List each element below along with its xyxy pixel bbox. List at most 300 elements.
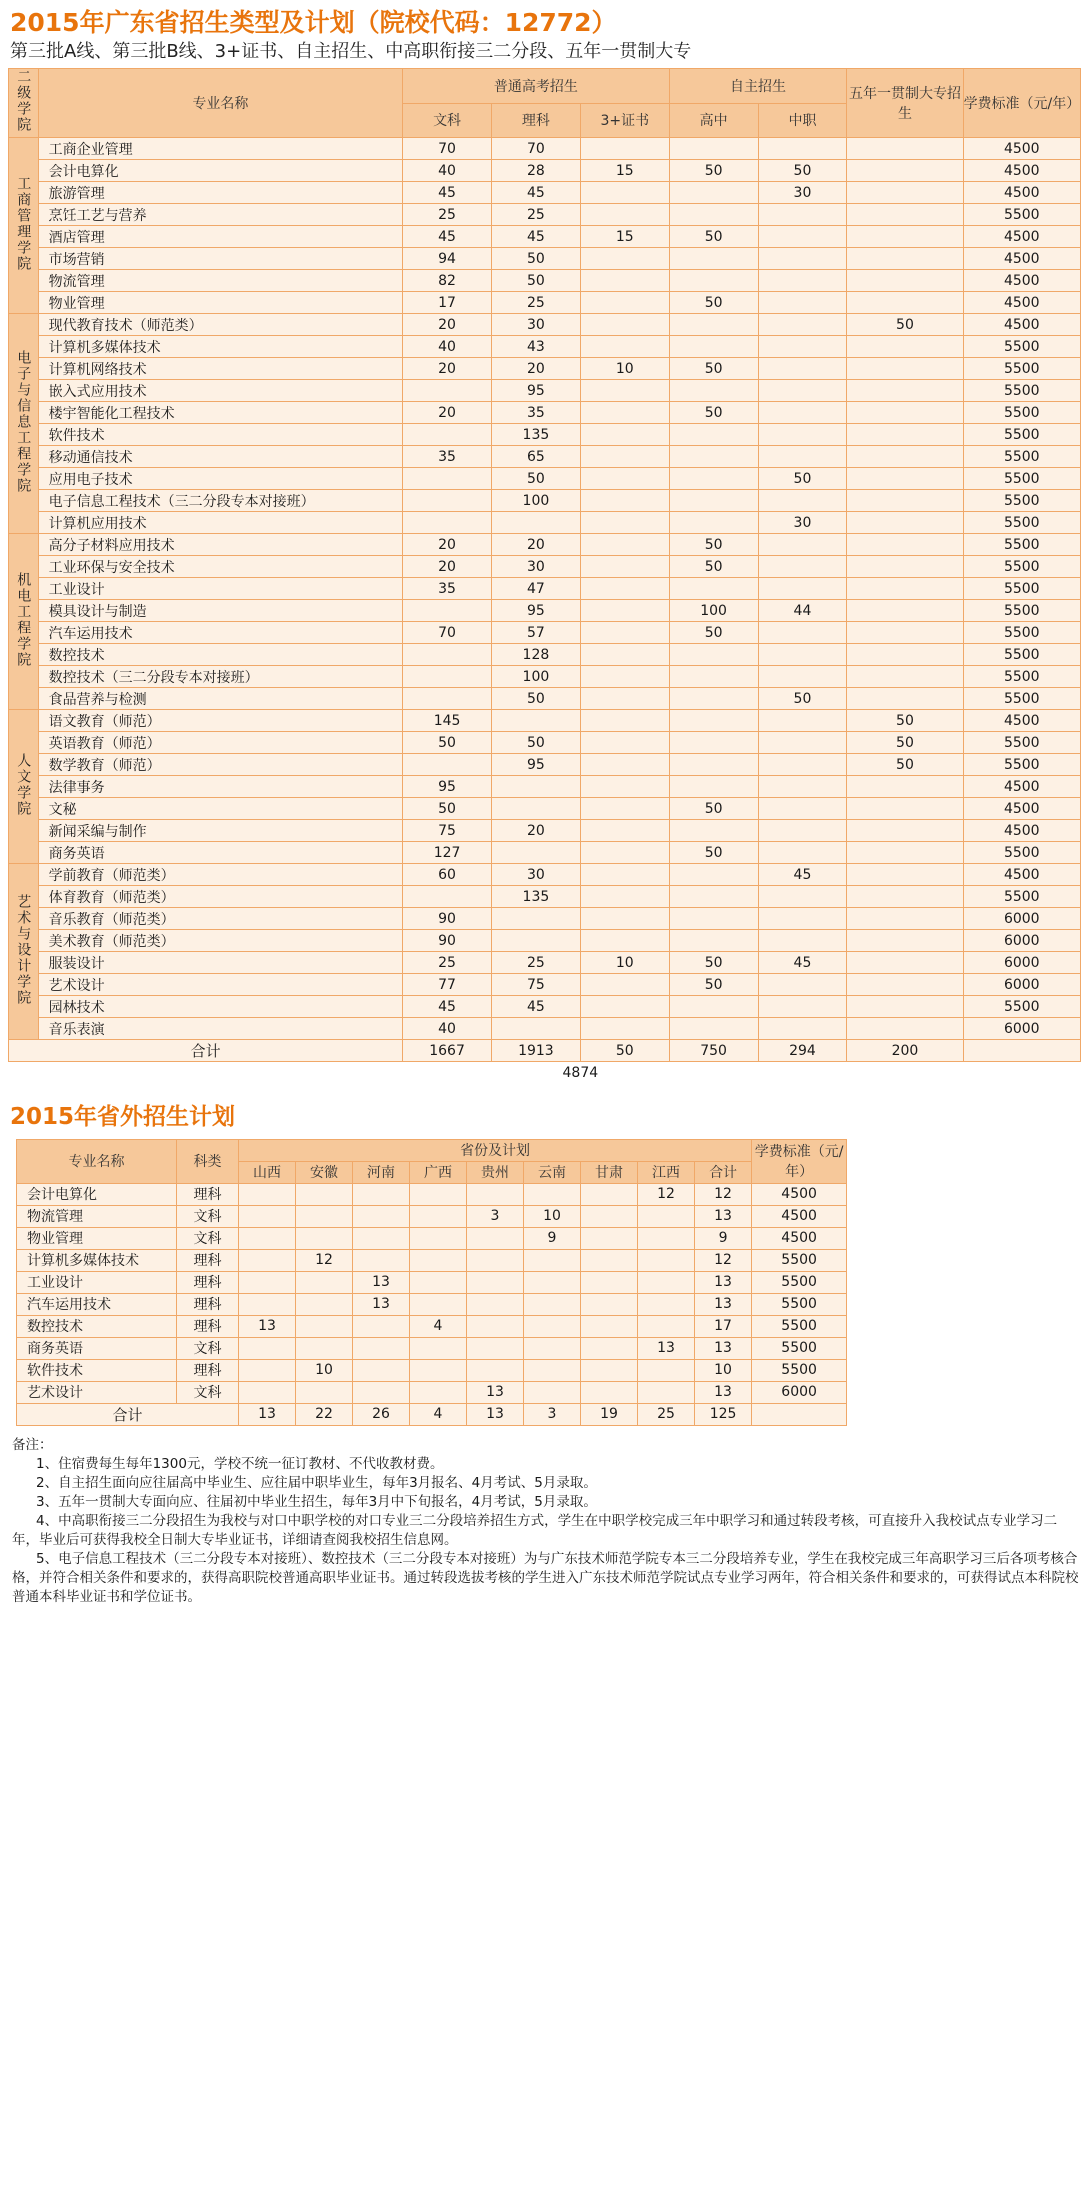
tuition-fee: 6000 [963, 952, 1080, 974]
province-plan-0 [239, 1249, 296, 1271]
plan-wunian [847, 864, 963, 886]
major-name: 艺术设计 [17, 1381, 177, 1403]
major-name: 数学教育（师范） [38, 754, 403, 776]
plan-wunian [847, 974, 963, 996]
plan-zhongzhi [758, 446, 847, 468]
plan-wenke: 90 [403, 930, 492, 952]
total-province-8: 125 [695, 1403, 752, 1425]
major-name: 物流管理 [38, 270, 403, 292]
plan-wunian [847, 578, 963, 600]
tuition-fee: 5500 [752, 1249, 847, 1271]
major-name: 工业环保与安全技术 [38, 556, 403, 578]
grandtotal-spacer-left [9, 1062, 492, 1084]
province-plan-5 [524, 1315, 581, 1337]
province-plan-5 [524, 1249, 581, 1271]
total-province-6: 19 [581, 1403, 638, 1425]
major-name: 商务英语 [38, 842, 403, 864]
major-name: 模具设计与制造 [38, 600, 403, 622]
plan-wenke: 45 [403, 226, 492, 248]
plan-wenke: 35 [403, 578, 492, 600]
plan-sanzheng [580, 490, 669, 512]
plan-gaozhong [669, 182, 758, 204]
plan-gaozhong [669, 688, 758, 710]
plan-gaozhong [669, 1018, 758, 1040]
plan-gaozhong [669, 820, 758, 842]
plan-zhongzhi [758, 490, 847, 512]
major-name: 计算机多媒体技术 [38, 336, 403, 358]
province-plan-4 [467, 1293, 524, 1315]
table2-head [17, 1139, 847, 1183]
province-plan-8: 17 [695, 1315, 752, 1337]
table-row [9, 556, 1081, 578]
province-plan-0 [239, 1293, 296, 1315]
subject-category: 文科 [177, 1381, 239, 1403]
major-name: 现代教育技术（师范类） [38, 314, 403, 336]
tuition-fee: 5500 [963, 336, 1080, 358]
subject-category: 文科 [177, 1337, 239, 1359]
table-row [9, 908, 1081, 930]
plan-gaozhong [669, 512, 758, 534]
tuition-fee: 6000 [963, 930, 1080, 952]
plan-zhongzhi: 44 [758, 600, 847, 622]
province-plan-2 [353, 1381, 410, 1403]
province-plan-7 [638, 1271, 695, 1293]
plan-sanzheng: 15 [580, 160, 669, 182]
province-plan-1 [296, 1293, 353, 1315]
province-plan-1 [296, 1205, 353, 1227]
plan-sanzheng [580, 600, 669, 622]
plan-wenke: 94 [403, 248, 492, 270]
plan-wenke: 45 [403, 996, 492, 1018]
plan-gaozhong [669, 468, 758, 490]
plan-sanzheng [580, 688, 669, 710]
province-plan-2: 13 [353, 1271, 410, 1293]
major-name: 音乐教育（师范类） [38, 908, 403, 930]
table-row [9, 952, 1081, 974]
table1-grandtotal-row [9, 1062, 1081, 1084]
college-name-cell [9, 864, 39, 1040]
table1-body [9, 138, 1081, 1084]
plan-wenke: 145 [403, 710, 492, 732]
province-plan-4 [467, 1183, 524, 1205]
province-plan-4 [467, 1337, 524, 1359]
table-row [17, 1293, 847, 1315]
tuition-fee: 5500 [963, 732, 1080, 754]
plan-like: 25 [491, 204, 580, 226]
page-subtitle: 第三批A线、第三批B线、3+证书、自主招生、中高职衔接三二分段、五年一贯制大专 [10, 41, 692, 62]
plan-zhongzhi: 50 [758, 688, 847, 710]
province-plan-4 [467, 1249, 524, 1271]
plan-wunian [847, 600, 963, 622]
subject-category: 文科 [177, 1227, 239, 1249]
plan-like: 43 [491, 336, 580, 358]
tuition-fee: 4500 [963, 864, 1080, 886]
major-name: 软件技术 [17, 1359, 177, 1381]
table1-total-row [9, 1040, 1081, 1062]
plan-wenke: 20 [403, 314, 492, 336]
major-name: 美术教育（师范类） [38, 930, 403, 952]
note-item-1: 1、住宿费每生每年1300元，学校不统一征订教材、不代收教材费。 [36, 1455, 444, 1472]
table-row [9, 666, 1081, 688]
plan-like [491, 710, 580, 732]
plan-gaozhong [669, 908, 758, 930]
plan-wenke: 50 [403, 732, 492, 754]
plan-wenke [403, 600, 492, 622]
province-plan-7 [638, 1293, 695, 1315]
major-name: 旅游管理 [38, 182, 403, 204]
plan-wenke: 40 [403, 1018, 492, 1040]
college-name-cell [9, 314, 39, 534]
province-plan-6 [581, 1337, 638, 1359]
header-wenke: 文科 [403, 103, 492, 138]
major-name: 应用电子技术 [38, 468, 403, 490]
plan-gaozhong: 50 [669, 798, 758, 820]
major-name: 电子信息工程技术（三二分段专本对接班） [38, 490, 403, 512]
table-row [9, 996, 1081, 1018]
table-row [17, 1381, 847, 1403]
plan-zhongzhi [758, 226, 847, 248]
plan-wenke: 20 [403, 556, 492, 578]
province-plan-3 [410, 1183, 467, 1205]
province-plan-1: 12 [296, 1249, 353, 1271]
tuition-fee: 5500 [963, 842, 1080, 864]
tuition-fee: 4500 [752, 1183, 847, 1205]
header2-province-0: 山西 [239, 1161, 296, 1183]
province-plan-1 [296, 1337, 353, 1359]
total-province-3: 4 [410, 1403, 467, 1425]
plan-gaozhong [669, 270, 758, 292]
table-row [9, 864, 1081, 886]
plan-wunian [847, 424, 963, 446]
tuition-fee: 5500 [963, 490, 1080, 512]
college-name-label: 工商管理学院 [15, 175, 32, 272]
tuition-fee: 5500 [963, 622, 1080, 644]
header2-major: 专业名称 [17, 1139, 177, 1183]
major-name: 语文教育（师范） [38, 710, 403, 732]
province-plan-3 [410, 1381, 467, 1403]
plan-wunian [847, 886, 963, 908]
plan-like: 95 [491, 380, 580, 402]
table-row [9, 974, 1081, 996]
table-row [9, 512, 1081, 534]
tuition-fee: 5500 [963, 886, 1080, 908]
header-like: 理科 [491, 103, 580, 138]
plan-gaozhong [669, 776, 758, 798]
plan-wenke [403, 380, 492, 402]
major-name: 新闻采编与制作 [38, 820, 403, 842]
major-name: 计算机网络技术 [38, 358, 403, 380]
total-zhongzhi: 294 [758, 1040, 847, 1062]
province-plan-8: 9 [695, 1227, 752, 1249]
total-sanzheng: 50 [580, 1040, 669, 1062]
plan-zhongzhi: 45 [758, 952, 847, 974]
table-row [9, 336, 1081, 358]
plan-wunian [847, 644, 963, 666]
plan-gaozhong [669, 754, 758, 776]
plan-wenke: 90 [403, 908, 492, 930]
plan-sanzheng [580, 512, 669, 534]
plan-like [491, 930, 580, 952]
header-gaozhong: 高中 [669, 103, 758, 138]
province-plan-5 [524, 1271, 581, 1293]
major-name: 工业设计 [38, 578, 403, 600]
plan-wunian: 50 [847, 754, 963, 776]
major-name: 数控技术（三二分段专本对接班） [38, 666, 403, 688]
plan-wunian [847, 556, 963, 578]
table-row [9, 798, 1081, 820]
plan-wenke [403, 468, 492, 490]
header-college [9, 69, 39, 138]
plan-wunian [847, 776, 963, 798]
plan-zhongzhi [758, 622, 847, 644]
college-name-label: 人文学院 [15, 752, 32, 817]
plan-wenke: 40 [403, 160, 492, 182]
plan-like: 35 [491, 402, 580, 424]
plan-like: 65 [491, 446, 580, 468]
plan-wenke [403, 688, 492, 710]
tuition-fee: 5500 [963, 754, 1080, 776]
college-name-label: 电子与信息工程学院 [15, 349, 32, 494]
subject-category: 理科 [177, 1359, 239, 1381]
province-plan-4 [467, 1227, 524, 1249]
tuition-fee: 5500 [752, 1315, 847, 1337]
plan-like: 100 [491, 666, 580, 688]
grand-total-value: 4874 [491, 1062, 669, 1084]
college-name-label: 机电工程学院 [15, 571, 32, 668]
plan-zhongzhi [758, 314, 847, 336]
plan-like: 45 [491, 996, 580, 1018]
plan-like [491, 1018, 580, 1040]
subject-category: 理科 [177, 1293, 239, 1315]
province-plan-8: 13 [695, 1271, 752, 1293]
table-row [17, 1249, 847, 1271]
province-plan-5: 9 [524, 1227, 581, 1249]
plan-zhongzhi [758, 820, 847, 842]
province-plan-5 [524, 1183, 581, 1205]
province-plan-0 [239, 1205, 296, 1227]
plan-wunian [847, 512, 963, 534]
tuition-fee: 4500 [963, 820, 1080, 842]
table-row [17, 1315, 847, 1337]
subject-category: 理科 [177, 1183, 239, 1205]
province-plan-7 [638, 1359, 695, 1381]
tuition-fee: 6000 [963, 1018, 1080, 1040]
tuition-fee: 6000 [963, 908, 1080, 930]
plan-zhongzhi [758, 908, 847, 930]
table-row [9, 820, 1081, 842]
province-plan-1 [296, 1271, 353, 1293]
plan-gaozhong [669, 886, 758, 908]
province-plan-2 [353, 1337, 410, 1359]
plan-wenke: 40 [403, 336, 492, 358]
table-row [9, 754, 1081, 776]
plan-gaozhong [669, 732, 758, 754]
header-group-wunian: 五年一贯制大专招生 [847, 69, 963, 138]
header-zhongzhi: 中职 [758, 103, 847, 138]
plan-gaozhong: 100 [669, 600, 758, 622]
province-plan-4 [467, 1359, 524, 1381]
plan-wenke: 35 [403, 446, 492, 468]
major-name: 物流管理 [17, 1205, 177, 1227]
province-plan-0: 13 [239, 1315, 296, 1337]
tuition-fee: 5500 [752, 1359, 847, 1381]
major-name: 法律事务 [38, 776, 403, 798]
tuition-fee: 4500 [963, 226, 1080, 248]
major-name: 软件技术 [38, 424, 403, 446]
tuition-fee: 5500 [752, 1293, 847, 1315]
major-name: 商务英语 [17, 1337, 177, 1359]
plan-zhongzhi [758, 556, 847, 578]
tuition-fee: 5500 [963, 666, 1080, 688]
tuition-fee: 5500 [752, 1271, 847, 1293]
plan-sanzheng [580, 578, 669, 600]
plan-zhongzhi [758, 776, 847, 798]
table-row [9, 688, 1081, 710]
major-name: 汽车运用技术 [38, 622, 403, 644]
total-label: 合计 [9, 1040, 403, 1062]
plan-zhongzhi [758, 270, 847, 292]
table-row [9, 490, 1081, 512]
plan-wunian [847, 358, 963, 380]
subject-category: 理科 [177, 1315, 239, 1337]
plan-like: 25 [491, 952, 580, 974]
plan-sanzheng [580, 1018, 669, 1040]
plan-gaozhong [669, 204, 758, 226]
province-plan-6 [581, 1293, 638, 1315]
plan-zhongzhi [758, 798, 847, 820]
table-row [9, 776, 1081, 798]
tuition-fee: 6000 [752, 1381, 847, 1403]
table-row [9, 204, 1081, 226]
major-name: 服装设计 [38, 952, 403, 974]
plan-gaozhong [669, 930, 758, 952]
province-plan-2 [353, 1315, 410, 1337]
province-plan-4: 13 [467, 1381, 524, 1403]
header2-province-6: 甘肃 [581, 1161, 638, 1183]
plan-like [491, 776, 580, 798]
plan-gaozhong [669, 644, 758, 666]
plan-wenke [403, 512, 492, 534]
plan-like: 50 [491, 688, 580, 710]
province-plan-7 [638, 1381, 695, 1403]
table-row [9, 622, 1081, 644]
plan-zhongzhi [758, 996, 847, 1018]
province-plan-4 [467, 1315, 524, 1337]
plan-like: 30 [491, 556, 580, 578]
province-plan-1 [296, 1227, 353, 1249]
tuition-fee: 4500 [963, 710, 1080, 732]
note-item-5: 5、电子信息工程技术（三二分段专本对接班）、数控技术（三二分段专本对接班）为与广东技术师范学院专本三二分段培养专业，学生在我校完成三年高职学习三后各项考核合格，并符合相关条件和要求的，获得高职院校普通高职毕业证书。通过转段选拔考核的学生进入广东技术师范学院试点专业学习两年，符合相关条件和要求的，可获得试点本科院校普通本科毕业证书和学位证书。 [12, 1550, 1079, 1605]
plan-wunian [847, 622, 963, 644]
plan-sanzheng [580, 556, 669, 578]
grandtotal-spacer-right [669, 1062, 1080, 1084]
table-row [17, 1337, 847, 1359]
plan-zhongzhi [758, 248, 847, 270]
plan-wenke: 75 [403, 820, 492, 842]
table-row [9, 534, 1081, 556]
table-row [9, 600, 1081, 622]
province-plan-7 [638, 1227, 695, 1249]
outside-province-plan-table [16, 1139, 847, 1426]
plan-wunian [847, 446, 963, 468]
major-name: 学前教育（师范类） [38, 864, 403, 886]
plan-wenke: 95 [403, 776, 492, 798]
province-plan-3 [410, 1337, 467, 1359]
total-province-4: 13 [467, 1403, 524, 1425]
tuition-fee: 4500 [963, 248, 1080, 270]
plan-zhongzhi [758, 644, 847, 666]
notes-title: 备注： [12, 1436, 53, 1453]
province-plan-8: 13 [695, 1293, 752, 1315]
table-row [9, 182, 1081, 204]
plan-zhongzhi: 50 [758, 160, 847, 182]
plan-like: 75 [491, 974, 580, 996]
plan-sanzheng [580, 644, 669, 666]
plan-sanzheng [580, 930, 669, 952]
plan-wunian [847, 160, 963, 182]
plan-wunian [847, 292, 963, 314]
table1-head [9, 69, 1081, 138]
plan-like: 25 [491, 292, 580, 314]
province-plan-6 [581, 1183, 638, 1205]
province-plan-1 [296, 1183, 353, 1205]
plan-zhongzhi [758, 402, 847, 424]
plan-zhongzhi [758, 974, 847, 996]
plan-wenke: 20 [403, 402, 492, 424]
total-fee-blank [752, 1403, 847, 1425]
plan-gaozhong: 50 [669, 402, 758, 424]
plan-sanzheng [580, 380, 669, 402]
province-plan-0 [239, 1337, 296, 1359]
plan-like [491, 512, 580, 534]
plan-sanzheng: 15 [580, 226, 669, 248]
plan-wunian [847, 380, 963, 402]
plan-sanzheng [580, 248, 669, 270]
plan-wunian [847, 842, 963, 864]
plan-wenke: 127 [403, 842, 492, 864]
province-plan-5 [524, 1359, 581, 1381]
province-plan-3 [410, 1249, 467, 1271]
province-plan-8: 13 [695, 1205, 752, 1227]
plan-wenke [403, 886, 492, 908]
major-name: 楼宇智能化工程技术 [38, 402, 403, 424]
table-row [9, 710, 1081, 732]
plan-gaozhong [669, 996, 758, 1018]
tuition-fee: 6000 [963, 974, 1080, 996]
table-row [9, 270, 1081, 292]
plan-sanzheng [580, 622, 669, 644]
guangdong-plan-table [8, 68, 1081, 1084]
plan-gaozhong: 50 [669, 292, 758, 314]
plan-like: 50 [491, 248, 580, 270]
province-plan-3: 4 [410, 1315, 467, 1337]
total-province-7: 25 [638, 1403, 695, 1425]
plan-sanzheng [580, 204, 669, 226]
plan-zhongzhi [758, 424, 847, 446]
plan-zhongzhi: 45 [758, 864, 847, 886]
plan-wenke: 82 [403, 270, 492, 292]
tuition-fee: 4500 [963, 776, 1080, 798]
table-row [9, 248, 1081, 270]
table-row [9, 886, 1081, 908]
header2-province-8: 合计 [695, 1161, 752, 1183]
table-row [9, 842, 1081, 864]
note-item-4: 4、中高职衔接三二分段招生为我校与对口中职学校的对口专业三二分段培养招生方式，学生在中职学校完成三年中职学习和通过转段考核，可直接升入我校试点专业学习二年，毕业后可获得我校全日制大专毕业证书，详细请查阅我校招生信息网。 [12, 1512, 1058, 1548]
plan-gaozhong: 50 [669, 622, 758, 644]
major-name: 文秘 [38, 798, 403, 820]
plan-sanzheng [580, 710, 669, 732]
tuition-fee: 5500 [963, 204, 1080, 226]
